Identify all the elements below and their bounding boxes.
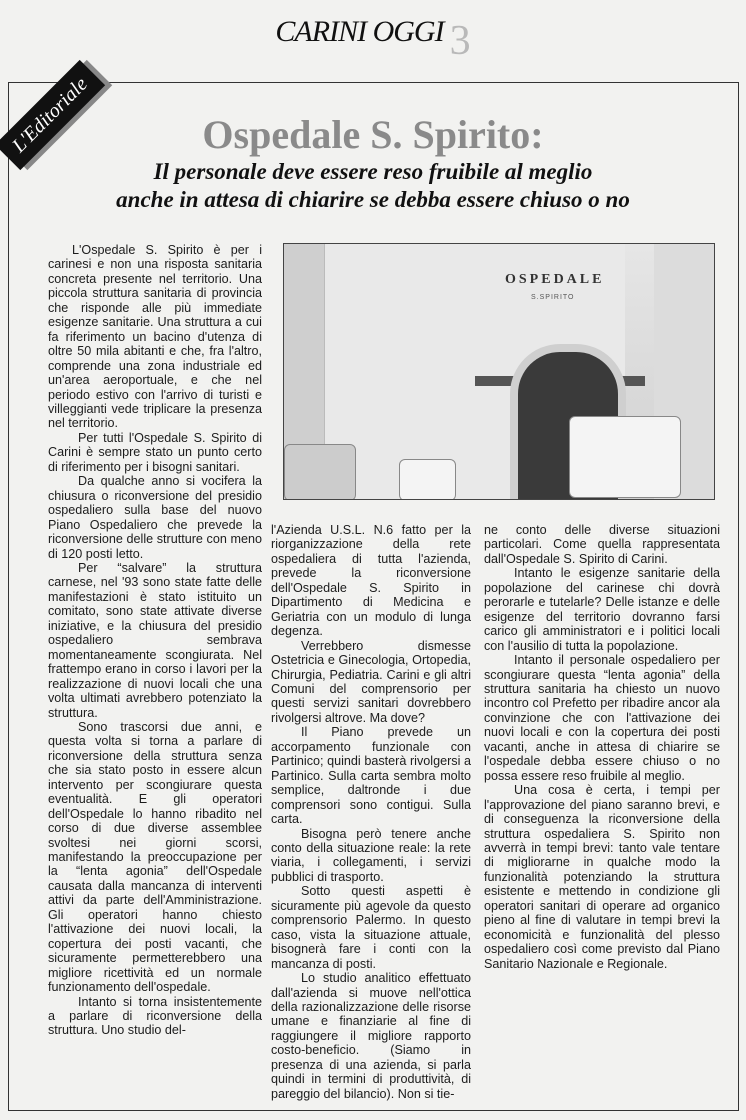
- article-paragraph: Intanto le esigenze sanitarie della popolazione del carinese chi dovrà perorarle e tutelarle? Delle istanze e delle esigenze del territorio dovranno farsi carico gli amministratori e i politici locali con l'ausilio di tutta la popolazione.: [484, 566, 720, 653]
- subheadline-line: anche in attesa di chiarire se debba essere chiuso o no: [116, 187, 630, 212]
- photo-sign-sub: S.SPIRITO: [531, 294, 575, 301]
- article-column-1: [48, 243, 262, 1109]
- photo-ambulance: [569, 416, 681, 498]
- hospital-photo: [283, 243, 715, 500]
- article-paragraph: Sotto questi aspetti è sicuramente più agevole da questo comprensorio Palermo. In questo caso, vista la situazione attuale, bisognerà fare i conti con la mancanza di posti.: [271, 884, 471, 971]
- article-paragraph: Il Piano prevede un accorpamento funzionale con Partinico; quindi basterà rivolgersi a Partinico. Sulla carta sembra molto semplice, daltronde i due comprensori sono contigui. Sulla carta.: [271, 725, 471, 827]
- article-paragraph: L'Ospedale S. Spirito è per i carinesi e non una risposta sanitaria concreta presente nel territorio. Una piccola struttura sanitaria di provincia che risponde alle più immediate esigenze sanitarie. Una struttura a cui fa riferimento un bacino d'utenza di oltre 50 mila abitanti e che, fra l'altro, comprende una zona industriale ed un'area aeroportuale, e che nel periodo estivo con l'arrivo di turisti e villeggianti vede triplicare la presenza nel territorio.: [48, 243, 262, 431]
- newspaper-name: CARINI OGGI: [275, 15, 444, 48]
- article-paragraph: Per tutti l'Ospedale S. Spirito di Carini è sempre stato un punto certo di riferimento per i bisogni sanitari.: [48, 430, 262, 474]
- photo-car: [399, 459, 456, 500]
- subheadline: [0, 158, 746, 214]
- article-column-2: [271, 523, 471, 1108]
- photo-sign: OSPEDALE: [505, 272, 605, 287]
- article-paragraph: Sono trascorsi due anni, e questa volta si torna a parlare di riconversione della struttura senza che sia stato posto in essere alcun intervento per scongiurare questa eventualità. E gli operatori dell'Ospedale lo hanno ribadito nel corso di due diverse assemblee svoltesi nei giorni scorsi, manifestando la preoccupazione per la “lenta agonia” dell'Ospedale causata dalla mancanza di interventi attivi da parte dell'Amministrazione. Gli operatori hanno chiesto l'attivazione dei nuovi locali, la copertura dei posti vacanti, che sicuramente permetterebbero una migliore ricettività ed un normale funzionamento dell'ospedale.: [48, 719, 262, 995]
- article-paragraph: Verrebbero dismesse Ostetricia e Ginecologia, Ortopedia, Chirurgia, Pediatria. Carini e gli altri Comuni del comprensorio per questi servizi sanitari dovrebbero rivolgersi altrove. Ma dove?: [271, 638, 471, 725]
- article-paragraph: l'Azienda U.S.L. N.6 fatto per la riorganizzazione della rete ospedaliera di tutta l'azienda, prevede la riconversione dell'Ospedale S. Spirito in Dipartimento di Medicina e Geriatria con un modulo di lunga degenza.: [271, 523, 471, 639]
- article-paragraph: Lo studio analitico effettuato dall'azienda si muove nell'ottica della razionalizzazione delle risorse umane e finanziarie al fine di raggiungere il migliore rapporto costo-beneficio. (Siamo in presenza di una azienda, si parla quindi in termini di produttività, di pareggio del bilancio). Non si tie-: [271, 971, 471, 1101]
- article-paragraph: Bisogna però tenere anche conto della situazione reale: la rete viaria, i collegamenti, i servizi pubblici di trasporto.: [271, 826, 471, 884]
- section-label: L'Editoriale: [0, 60, 105, 170]
- article-column-3: [484, 523, 720, 1108]
- article-paragraph: Una cosa è certa, i tempi per l'approvazione del piano saranno brevi, e di conseguenza la riconversione della struttura ospedaliera S. Spirito non avverrà in tempi brevi: tanto vale tentare di migliorarne in qualche modo la funzionalità potenziando la struttura esistente e mettendo in condizione gli operatori sanitari di operare ad organico pieno al fine di valutare in tempi brevi la economicità e funzionalità del plesso ospedaliero così come previsto dal Piano Sanitario Nazionale e Regionale.: [484, 783, 720, 971]
- headline: Ospedale S. Spirito:: [202, 112, 544, 157]
- photo-car: [284, 444, 356, 500]
- subheadline-line: Il personale deve essere reso fruibile al meglio: [153, 159, 593, 184]
- article-paragraph: Intanto il personale ospedaliero per scongiurare questa “lenta agonia” della struttura sanitaria ha chiesto un nuovo incontro col Prefetto per ribadire ancor ala convinzione che con l'attivazione dei nuovi locali e con la copertura dei posti vacanti, anche in attesa di chiarire se l'ospedale debba essere chiuso o no possa essere reso fruibile al meglio.: [484, 653, 720, 783]
- page-number: 3: [449, 18, 471, 64]
- article-paragraph: Intanto si torna insistentemente a parlare di riconversione della struttura. Uno studio del-: [48, 994, 262, 1038]
- article-paragraph: Da qualche anno si vocifera la chiusura o riconversione del presidio ospedaliero sulla base del nuovo Piano Ospedaliero che prevede la riconversione delle strutture con meno di 120 posti letto.: [48, 474, 262, 561]
- masthead: [0, 14, 746, 64]
- article-paragraph: ne conto delle diverse situazioni particolari. Come quella rappresentata dall'Ospedale S. Spirito di Carini.: [484, 523, 720, 566]
- article-paragraph: Per “salvare” la struttura carnese, nel '93 sono state fatte delle manifestazioni è stato istituito un comitato, sono state attivate diverse iniziative, e la chiusura del presidio ospedaliero sembrava momentaneamente scongiurata. Nel frattempo erano in corso i lavori per la realizzazione di nuovi locali che una volta ultimati avrebbero potenziato la struttura.: [48, 560, 262, 720]
